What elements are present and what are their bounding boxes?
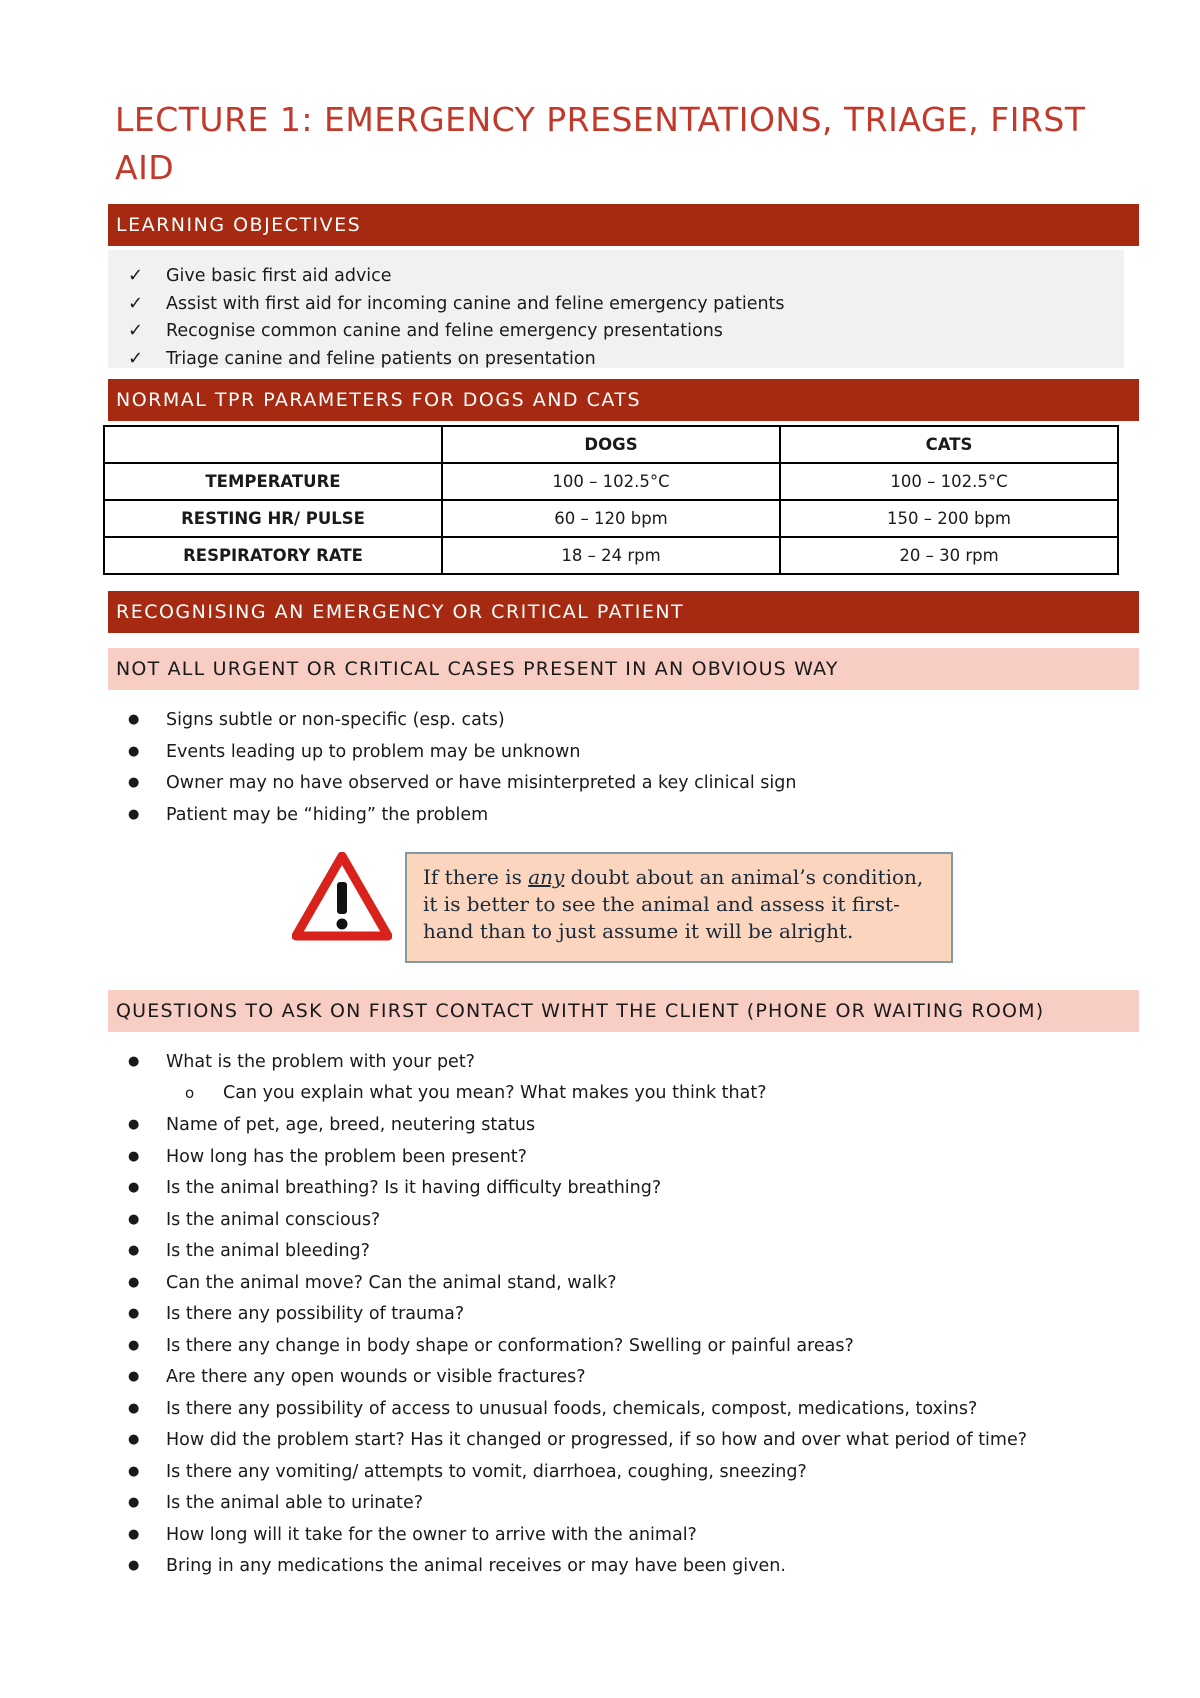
row-label: RESPIRATORY RATE [104, 537, 442, 574]
objective-item: ✓ Assist with first aid for incoming canine and feline emergency patients [128, 290, 785, 318]
bullet-icon: ● [128, 1337, 140, 1353]
list-item: ● Patient may be “hiding” the problem [128, 799, 796, 831]
bullet-icon: ● [128, 1463, 140, 1479]
section-header-tpr: NORMAL TPR PARAMETERS FOR DOGS AND CATS [108, 379, 1139, 421]
section-header-recognising: RECOGNISING AN EMERGENCY OR CRITICAL PATIENT [108, 591, 1139, 633]
row-label: RESTING HR/ PULSE [104, 500, 442, 537]
list-item: ● Is there any possibility of access to unusual foods, chemicals, compost, medications, toxins? [128, 1393, 1027, 1425]
row-label: TEMPERATURE [104, 463, 442, 500]
questions-list [128, 1046, 1027, 1582]
list-item: ● Is the animal bleeding? [128, 1235, 1027, 1267]
tpr-table [103, 425, 1119, 575]
list-item: ● Bring in any medications the animal receives or may have been given. [128, 1550, 1027, 1582]
list-item: ● How long will it take for the owner to arrive with the animal? [128, 1519, 1027, 1551]
objective-item: ✓ Recognise common canine and feline emergency presentations [128, 317, 785, 345]
bullet-icon: ● [128, 1211, 140, 1227]
check-icon: ✓ [128, 265, 144, 286]
bullet-icon: ● [128, 1054, 140, 1069]
list-item: ● What is the problem with your pet? [128, 1046, 1027, 1078]
bullet-icon: ● [128, 1526, 140, 1542]
list-item: ● Name of pet, age, breed, neutering status [128, 1109, 1027, 1141]
list-item: ● Owner may no have observed or have misinterpreted a key clinical sign [128, 767, 796, 799]
list-item: ● Events leading up to problem may be unknown [128, 736, 796, 768]
table-cell: 100 – 102.5°C [442, 463, 780, 500]
not-obvious-list [128, 704, 796, 830]
bullet-icon: ● [128, 1243, 140, 1258]
section-header-learning-objectives: LEARNING OBJECTIVES [108, 204, 1139, 246]
table-cell: 150 – 200 bpm [780, 500, 1118, 537]
table-header-row [104, 426, 1118, 463]
table-cell [104, 426, 442, 463]
bullet-icon: ● [128, 806, 140, 822]
bullet-icon: ● [128, 1558, 140, 1573]
bullet-icon: ● [128, 775, 140, 790]
bullet-icon: ● [128, 743, 140, 759]
objective-item: ✓ Triage canine and feline patients on presentation [128, 345, 785, 373]
bullet-icon: ● [128, 1148, 140, 1164]
table-row [104, 537, 1118, 574]
table-cell: 60 – 120 bpm [442, 500, 780, 537]
list-item: ● Is the animal breathing? Is it having difficulty breathing? [128, 1172, 1027, 1204]
circle-bullet-icon: o [185, 1083, 195, 1102]
list-item: ● Is there any possibility of trauma? [128, 1298, 1027, 1330]
table-header-dogs: DOGS [442, 426, 780, 463]
subsection-header-questions: QUESTIONS TO ASK ON FIRST CONTACT WITHT THE CLIENT (PHONE OR WAITING ROOM) [108, 990, 1139, 1032]
list-item: ● Can the animal move? Can the animal stand, walk? [128, 1267, 1027, 1299]
table-cell: 18 – 24 rpm [442, 537, 780, 574]
bullet-icon: ● [128, 712, 140, 727]
table-cell: 100 – 102.5°C [780, 463, 1118, 500]
bullet-icon: ● [128, 1274, 140, 1290]
check-icon: ✓ [128, 320, 144, 341]
list-item: ● Signs subtle or non-specific (esp. cats) [128, 704, 796, 736]
list-item: ● Is there any vomiting/ attempts to vomit, diarrhoea, coughing, sneezing? [128, 1456, 1027, 1488]
list-item: ● Are there any open wounds or visible fractures? [128, 1361, 1027, 1393]
table-header-cats: CATS [780, 426, 1118, 463]
list-item: ● How long has the problem been present? [128, 1141, 1027, 1173]
bullet-icon: ● [128, 1180, 140, 1195]
bullet-icon: ● [128, 1432, 140, 1447]
objective-item: ✓ Give basic first aid advice [128, 262, 785, 290]
subsection-header-not-obvious: NOT ALL URGENT OR CRITICAL CASES PRESENT IN AN OBVIOUS WAY [108, 648, 1139, 690]
list-item: ● How did the problem start? Has it changed or progressed, if so how and over what period of time? [128, 1424, 1027, 1456]
doubt-callout: If there is any doubt about an animal’s condition, it is better to see the animal and assess it first-hand than to just assume it will be alright. [405, 852, 953, 963]
list-item: ● Is there any change in body shape or conformation? Swelling or painful areas? [128, 1330, 1027, 1362]
list-item: ● Is the animal conscious? [128, 1204, 1027, 1236]
callout-emphasis: any [528, 865, 565, 889]
table-row [104, 463, 1118, 500]
table-row [104, 500, 1118, 537]
lecture-title: LECTURE 1: EMERGENCY PRESENTATIONS, TRIAGE, FIRST AID [115, 100, 1086, 187]
list-item: ● Is the animal able to urinate? [128, 1487, 1027, 1519]
warning-triangle-icon [292, 852, 392, 942]
bullet-icon: ● [128, 1495, 140, 1510]
check-icon: ✓ [128, 347, 144, 369]
check-icon: ✓ [128, 292, 144, 314]
bullet-icon: ● [128, 1306, 140, 1321]
bullet-icon: ● [128, 1400, 140, 1416]
bullet-icon: ● [128, 1369, 140, 1384]
bullet-icon: ● [128, 1117, 140, 1132]
table-cell: 20 – 30 rpm [780, 537, 1118, 574]
objectives-list [128, 262, 785, 372]
list-item: o Can you explain what you mean? What makes you think that? [128, 1078, 1027, 1110]
